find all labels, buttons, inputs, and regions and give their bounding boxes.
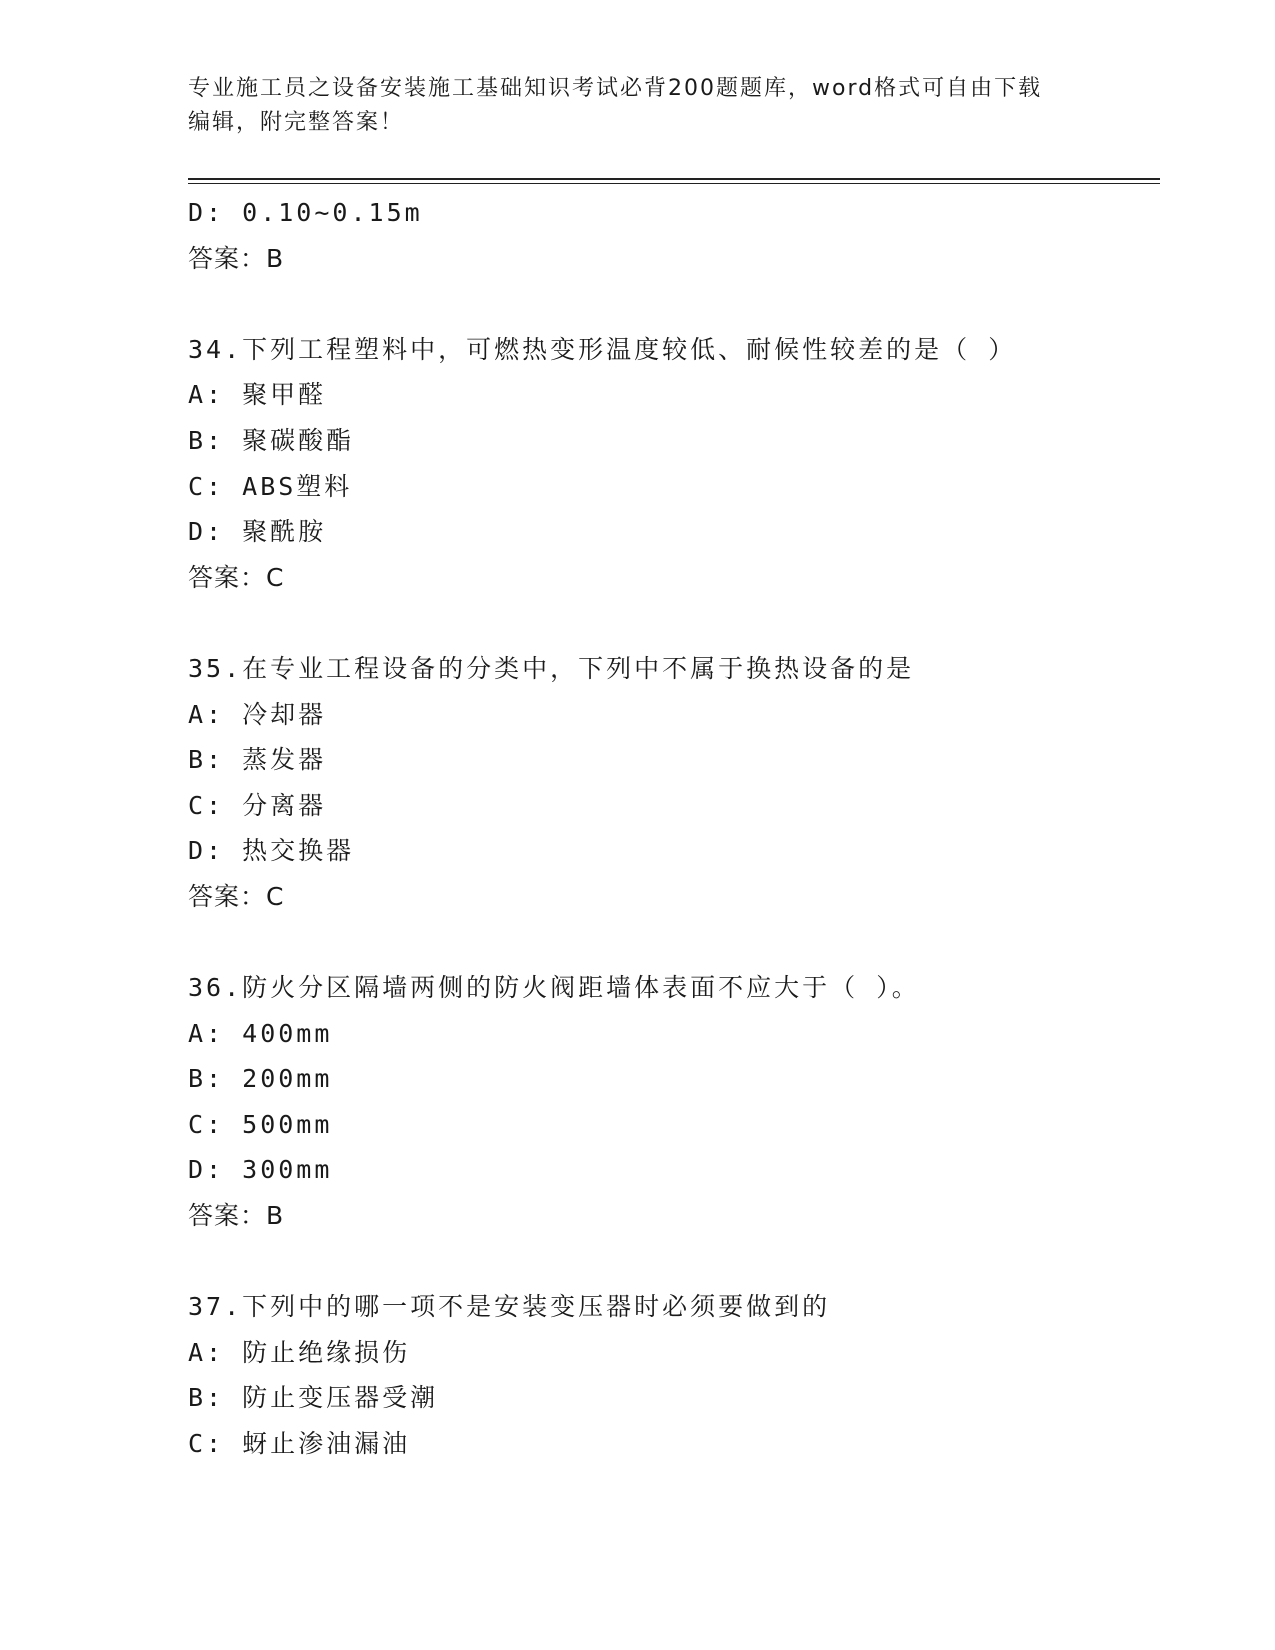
document-title-line-1: 专业施工员之设备安装施工基础知识考试必背200题题库，word格式可自由下载 [188,76,1043,101]
question-36 [188,965,1160,1239]
option-a: A: 冷却器 [188,699,327,729]
option-a: A: 400mm [188,1018,333,1048]
question-text: 37.下列中的哪一项不是安装变压器时必须要做到的 [188,1292,831,1322]
answer-line: 答案：C [188,881,285,911]
question-text: 36.防火分区隔墙两侧的防火阀距墙体表面不应大于（ ）。 [188,973,920,1003]
spacer [188,600,1160,646]
question-33-continued [188,190,1160,281]
option-c: C: 蚜止渗油漏油 [188,1429,411,1459]
answer-line: 答案：C [188,562,285,592]
question-34 [188,327,1160,601]
option-b: B: 200mm [188,1064,333,1094]
document-title-line-2: 编辑，附完整答案！ [188,110,405,135]
option-b: B: 聚碳酸酯 [188,425,355,455]
answer-line: 答案：B [188,1201,285,1231]
question-list [188,190,1160,1467]
document-header [188,72,1088,140]
option-c: C: 500mm [188,1109,333,1139]
header-divider-thin [188,183,1160,184]
option-d: D: 0.10~0.15m [188,198,423,227]
spacer [188,1239,1160,1285]
option-d: D: 热交换器 [188,836,355,866]
question-text: 35.在专业工程设备的分类中，下列中不属于换热设备的是 [188,653,915,683]
option-c: C: ABS塑料 [188,471,353,501]
option-b: B: 蒸发器 [188,745,327,775]
question-35 [188,646,1160,920]
answer-line: 答案：B [188,243,285,273]
header-divider-thick [188,178,1160,180]
option-b: B: 防止变压器受潮 [188,1383,439,1413]
question-text: 34.下列工程塑料中，可燃热变形温度较低、耐候性较差的是（ ） [188,334,1017,364]
question-37 [188,1284,1160,1466]
option-a: A: 聚甲醛 [188,380,327,410]
option-d: D: 300mm [188,1155,333,1185]
option-c: C: 分离器 [188,790,327,820]
option-d: D: 聚酰胺 [188,517,327,547]
spacer [188,920,1160,966]
spacer [188,281,1160,327]
option-a: A: 防止绝缘损伤 [188,1337,411,1367]
